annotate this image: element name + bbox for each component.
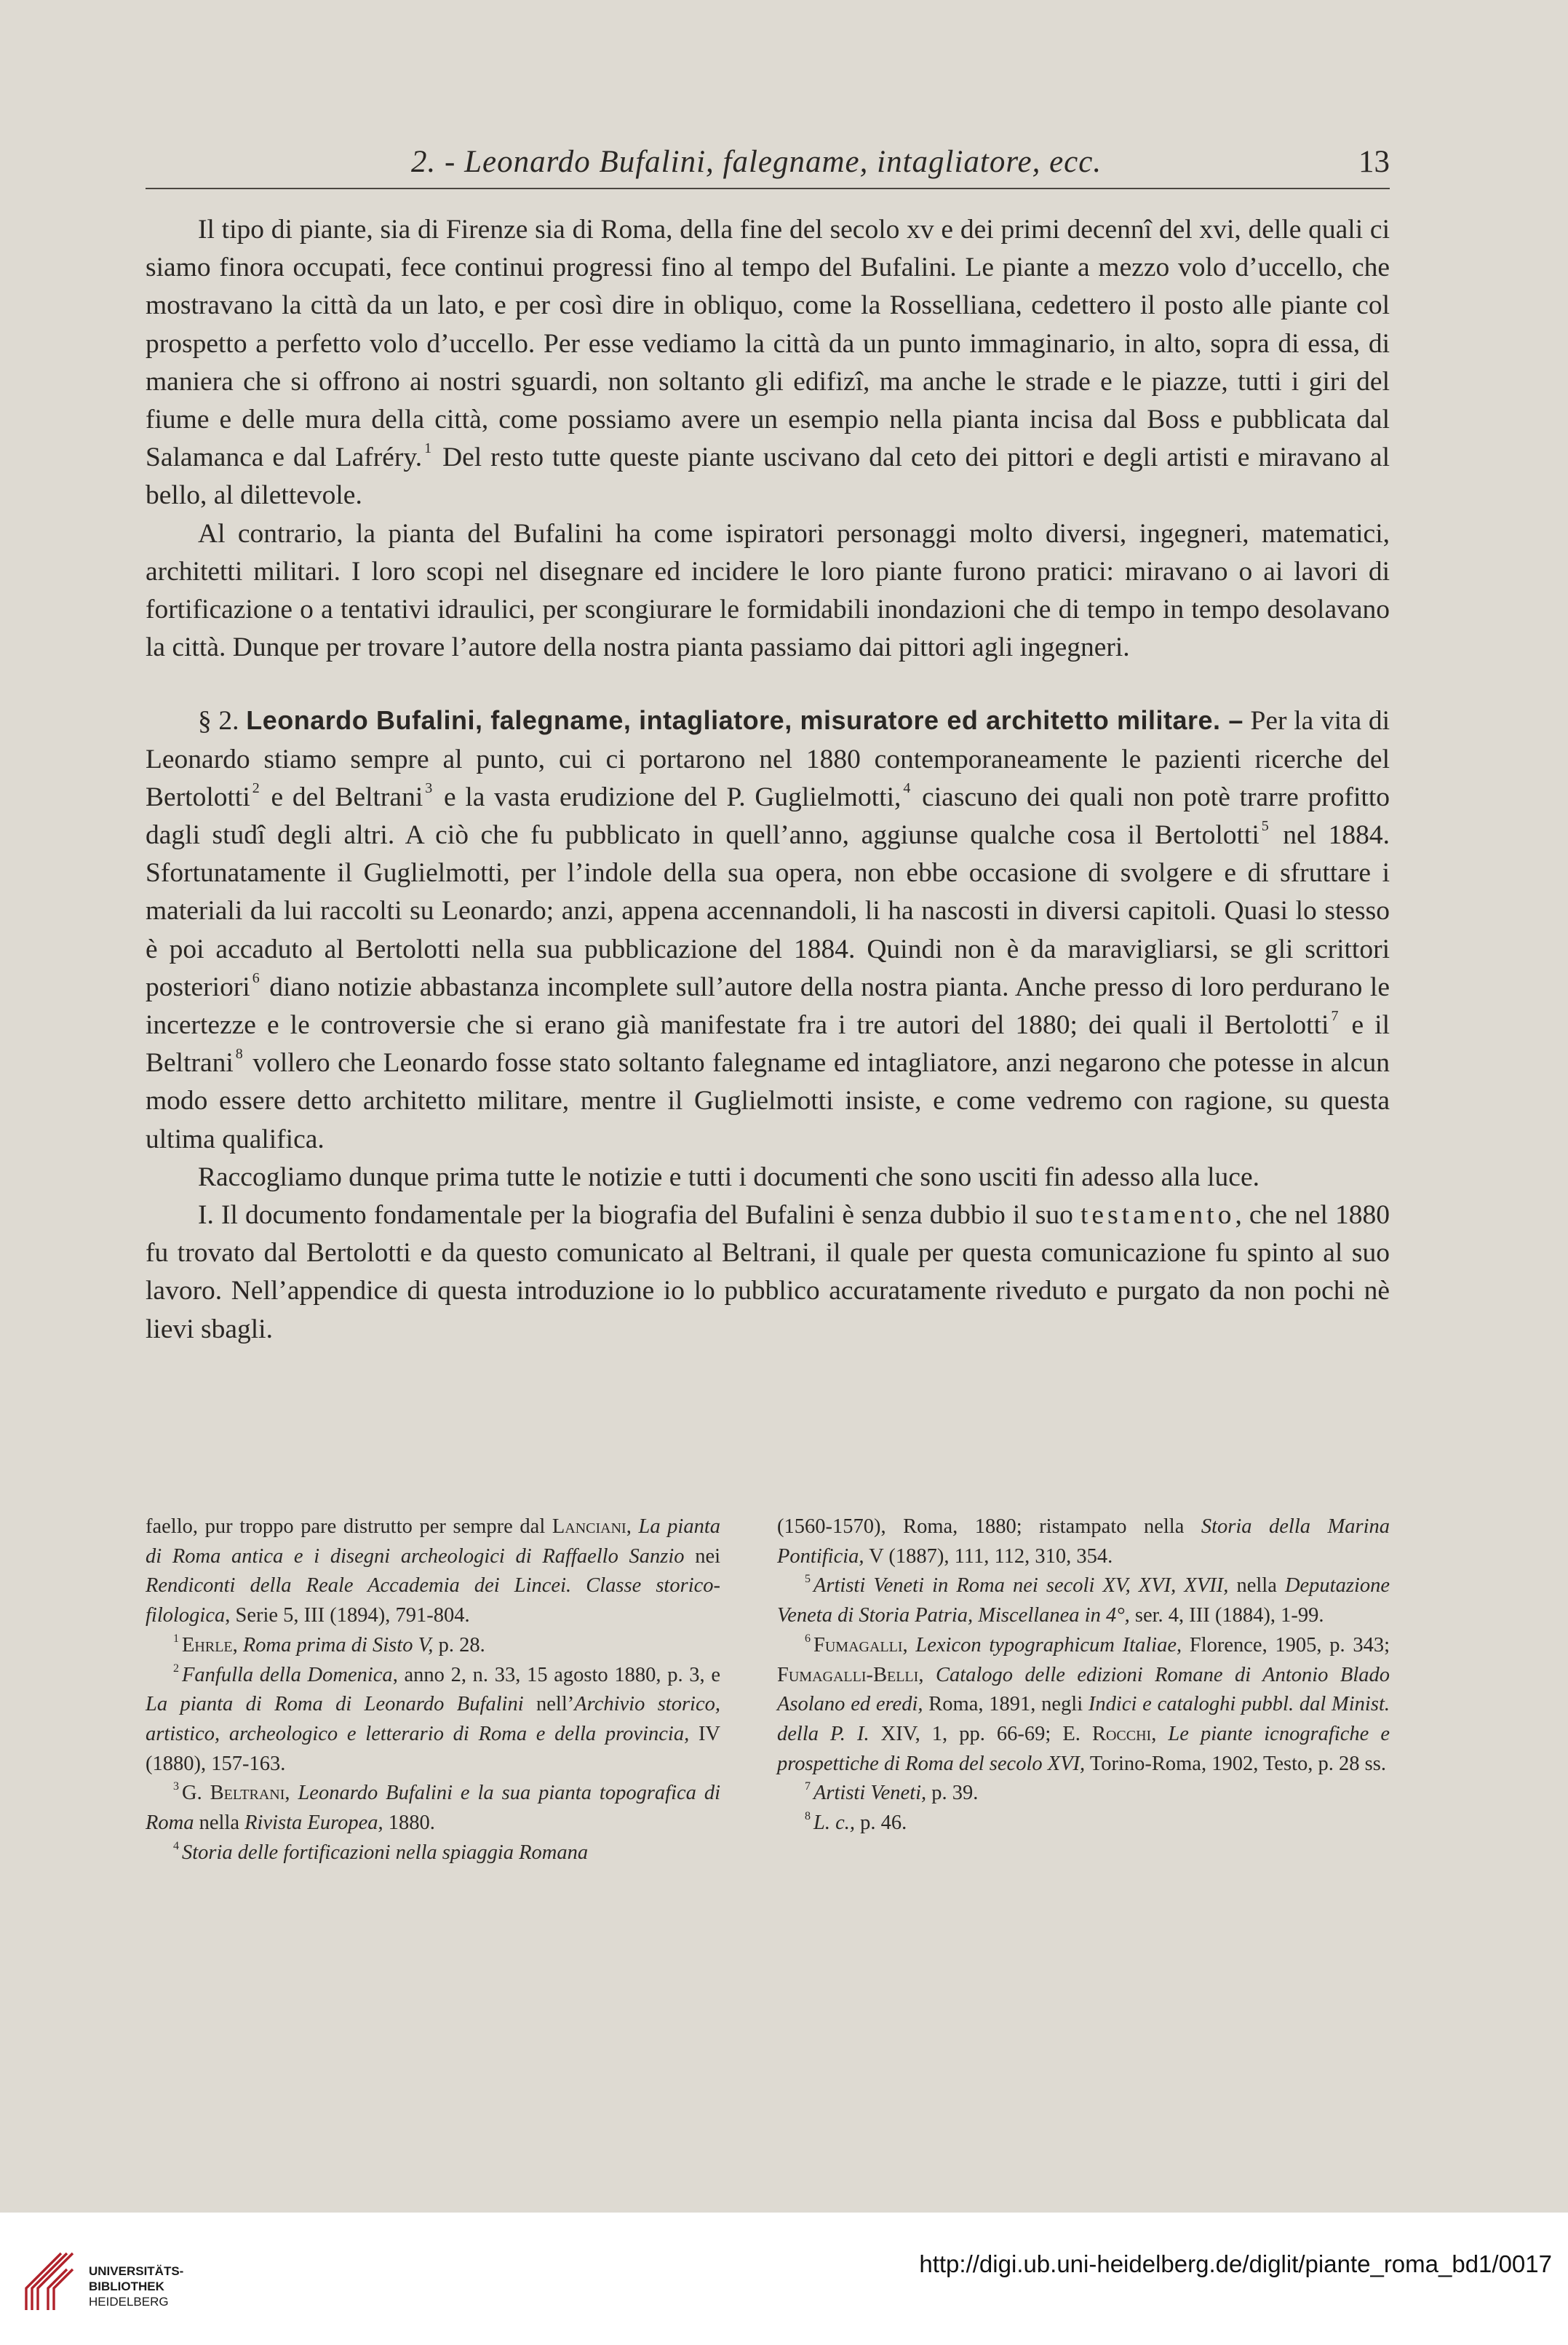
footnote: $^5$ Artisti Veneti in Roma nei secoli XV, XVI, XVII, nella Deputazione Veneta di Storia Patria, Miscellanea in 4°, ser. 4, III (1884), 1-99. xyxy=(777,1573,1390,1627)
library-logo-icon xyxy=(16,2249,81,2314)
footnote: $^4$ Storia delle fortificazioni nella spiaggia Romana xyxy=(173,1839,589,1864)
footnote: $^7$ Artisti Veneti, p. 39. xyxy=(805,1780,979,1805)
footnote-ref: 1 xyxy=(424,440,432,457)
institution-name: UNIVERSITÄTS- BIBLIOTHEK HEIDELBERG xyxy=(89,2264,184,2309)
footnote-ref: 4 xyxy=(903,779,911,796)
running-header xyxy=(146,144,1390,189)
footnote-ref: 2 xyxy=(252,779,260,796)
footnote-ref: 3 xyxy=(425,779,433,796)
paragraph: I. Il documento fondamentale per la biografia del Bufalini è senza dubbio il suo testamento, che nel 1880 fu trovato dal Bertolotti e da questo comunicato al Beltrani, il quale per questa comunicazione fu spinto al suo lavoro. Nell’appendice di questa introduzione io lo pubblico accuratamente riveduto e purgato da non pochi nè lievi sbagli. xyxy=(146,1200,1390,1344)
spaced-emphasis: testamento xyxy=(1081,1200,1235,1231)
paragraph: Il tipo di piante, sia di Firenze sia di Roma, della fine del secolo xv e dei primi decennî del xvi, delle quali ci siamo finora occupati, fece continui progressi fino al tempo del Bufalini. Le piante a mezzo volo d’uccello, che mostravano la città da un lato, e per così dire in obliquo, come la Rosselliana, cedettero il posto alle piante col prospetto a perfetto volo d’uccello. Per esse vediamo la città da un punto immaginario, in alto, sopra di essa, di maniera che si offrono ai nostri sguardi, non soltanto gli edifizî, ma anche le strade e le piazze, tutti i giri del fiume e delle mura della città, come possiamo avere un esempio nella pianta incisa dal Boss e pubblicata dal Salamanca e dal Lafréry. $^1$ Del resto tutte queste piante uscivano dal ceto dei pittori e degli artisti e miravano al bello, al dilettevole. xyxy=(146,215,1390,511)
library-footer xyxy=(0,2213,1568,2345)
main-text xyxy=(146,211,1390,1349)
footnote: $^6$ Fumagalli, Lexicon typographicum Italiae, Florence, 1905, p. 343; Fumagalli-Belli, Catalogo delle edizioni Romane di Antonio Blado Asolano ed eredi, Roma, 1891, negli Indici e cataloghi pubbl. dal Minist. della P. I. XIV, 1, pp. 66-69; E. Rocchi, Le piante icnografiche e prospettiche di Roma del secolo XVI, Torino-Roma, 1902, Testo, p. 28 ss. xyxy=(777,1632,1390,1775)
footnote-ref: 7 xyxy=(1331,1008,1339,1025)
running-title: 2. - Leonardo Bufalini, falegname, intagliatore, ecc. xyxy=(411,145,1102,179)
section-mark: § 2. xyxy=(198,706,239,737)
footnote-ref: 6 xyxy=(252,969,260,986)
footnotes-right-column xyxy=(777,1512,1390,1838)
footnote-ref: 5 xyxy=(1261,818,1269,835)
footnotes-left-column xyxy=(146,1512,720,1868)
section-paragraph: § 2. Leonardo Bufalini, falegname, intagliatore, misuratore ed architetto militare. – Per la vita di Leonardo stiamo sempre al punto, cui ci portarono nel 1880 contemporaneamente le pazienti ricerche del Bertolotti $^2$ e del Beltrani $^3$ e la vasta erudizione del P. Guglielmotti, $^4$ ciascuno dei quali non potè trarre profitto dagli studî degli altri. A ciò che fu pubblicato in quell’anno, aggiunse qualche cosa il Bertolotti $^5$ nel 1884. Sfortunatamente il Guglielmotti, per l’indole della sua opera, non ebbe occasione di svolgere e di sfruttare i materiali da lui raccolti su Leonardo; anzi, appena accennandoli, li ha nascosti in diversi capitoli. Quasi lo stesso è poi accaduto al Bertolotti nella sua pubblicazione del 1884. Quindi non è da maravigliarsi, se gli scrittori posteriori $^6$ diano notizie abbastanza incomplete sull’autore della nostra pianta. Anche presso di loro perdurano le incertezze e le controversie che si erano già manifestate fra i tre autori del 1880; dei quali il Bertolotti $^7$ e il Beltrani $^8$ vollero che Leonardo fosse stato soltanto falegname ed intagliatore, anzi negarono che potesse in alcun modo essere detto architetto militare, mentre il Guglielmotti insiste, e come vedremo con ragione, su questa ultima qualifica. xyxy=(146,705,1390,1154)
footnote: (1560-1570), Roma, 1880; ristampato nella Storia della Marina Pontificia, V (1887), 111, 112, 310, 354. xyxy=(777,1515,1390,1568)
source-url-link[interactable]: http://digi.ub.uni-heidelberg.de/diglit/piante_roma_bd1/0017 xyxy=(919,2250,1552,2277)
footnote: $^1$ Ehrle, Roma prima di Sisto V, p. 28. xyxy=(173,1632,485,1656)
paragraph: Raccogliamo dunque prima tutte le notizie e tutti i documenti che sono usciti fin adesso alla luce. xyxy=(198,1162,1259,1192)
section-heading: Leonardo Bufalini, falegname, intagliatore, misuratore ed architetto militare. – xyxy=(246,705,1243,736)
footnote: $^3$ G. Beltrani, Leonardo Bufalini e la sua pianta topografica di Roma nella Rivista Europea, 1880. xyxy=(146,1780,720,1835)
paragraph: Al contrario, la pianta del Bufalini ha come ispiratori personaggi molto diversi, ingegneri, matematici, architetti militari. I loro scopi nel disegnare ed incidere le loro piante furono pratici: miravano o ai lavori di fortificazione o a tentativi idraulici, per scongiurare le formidabili inondazioni che di tempo in tempo desolavano la città. Dunque per trovare l’autore della nostra pianta passiamo dai pittori agli ingegneri. xyxy=(146,518,1390,663)
footnote: $^8$ L. c., p. 46. xyxy=(805,1810,907,1835)
footnote: $^2$ Fanfulla della Domenica, anno 2, n. 33, 15 agosto 1880, p. 3, e La pianta di Roma di Leonardo Bufalini nell’Archivio storico, artistico, archeologico e letterario di Roma e della provincia, IV (1880), 157-163. xyxy=(146,1662,721,1775)
footnote: faello, pur troppo pare distrutto per sempre dal Lanciani, La pianta di Roma antica e i disegni archeologici di Raffaello Sanzio nei Rendiconti della Reale Accademia dei Lincei. Classe storico-filologica, Serie 5, III (1894), 791-804. xyxy=(146,1515,721,1627)
footnote-ref: 8 xyxy=(235,1046,243,1063)
page-number: 13 xyxy=(1358,145,1390,179)
